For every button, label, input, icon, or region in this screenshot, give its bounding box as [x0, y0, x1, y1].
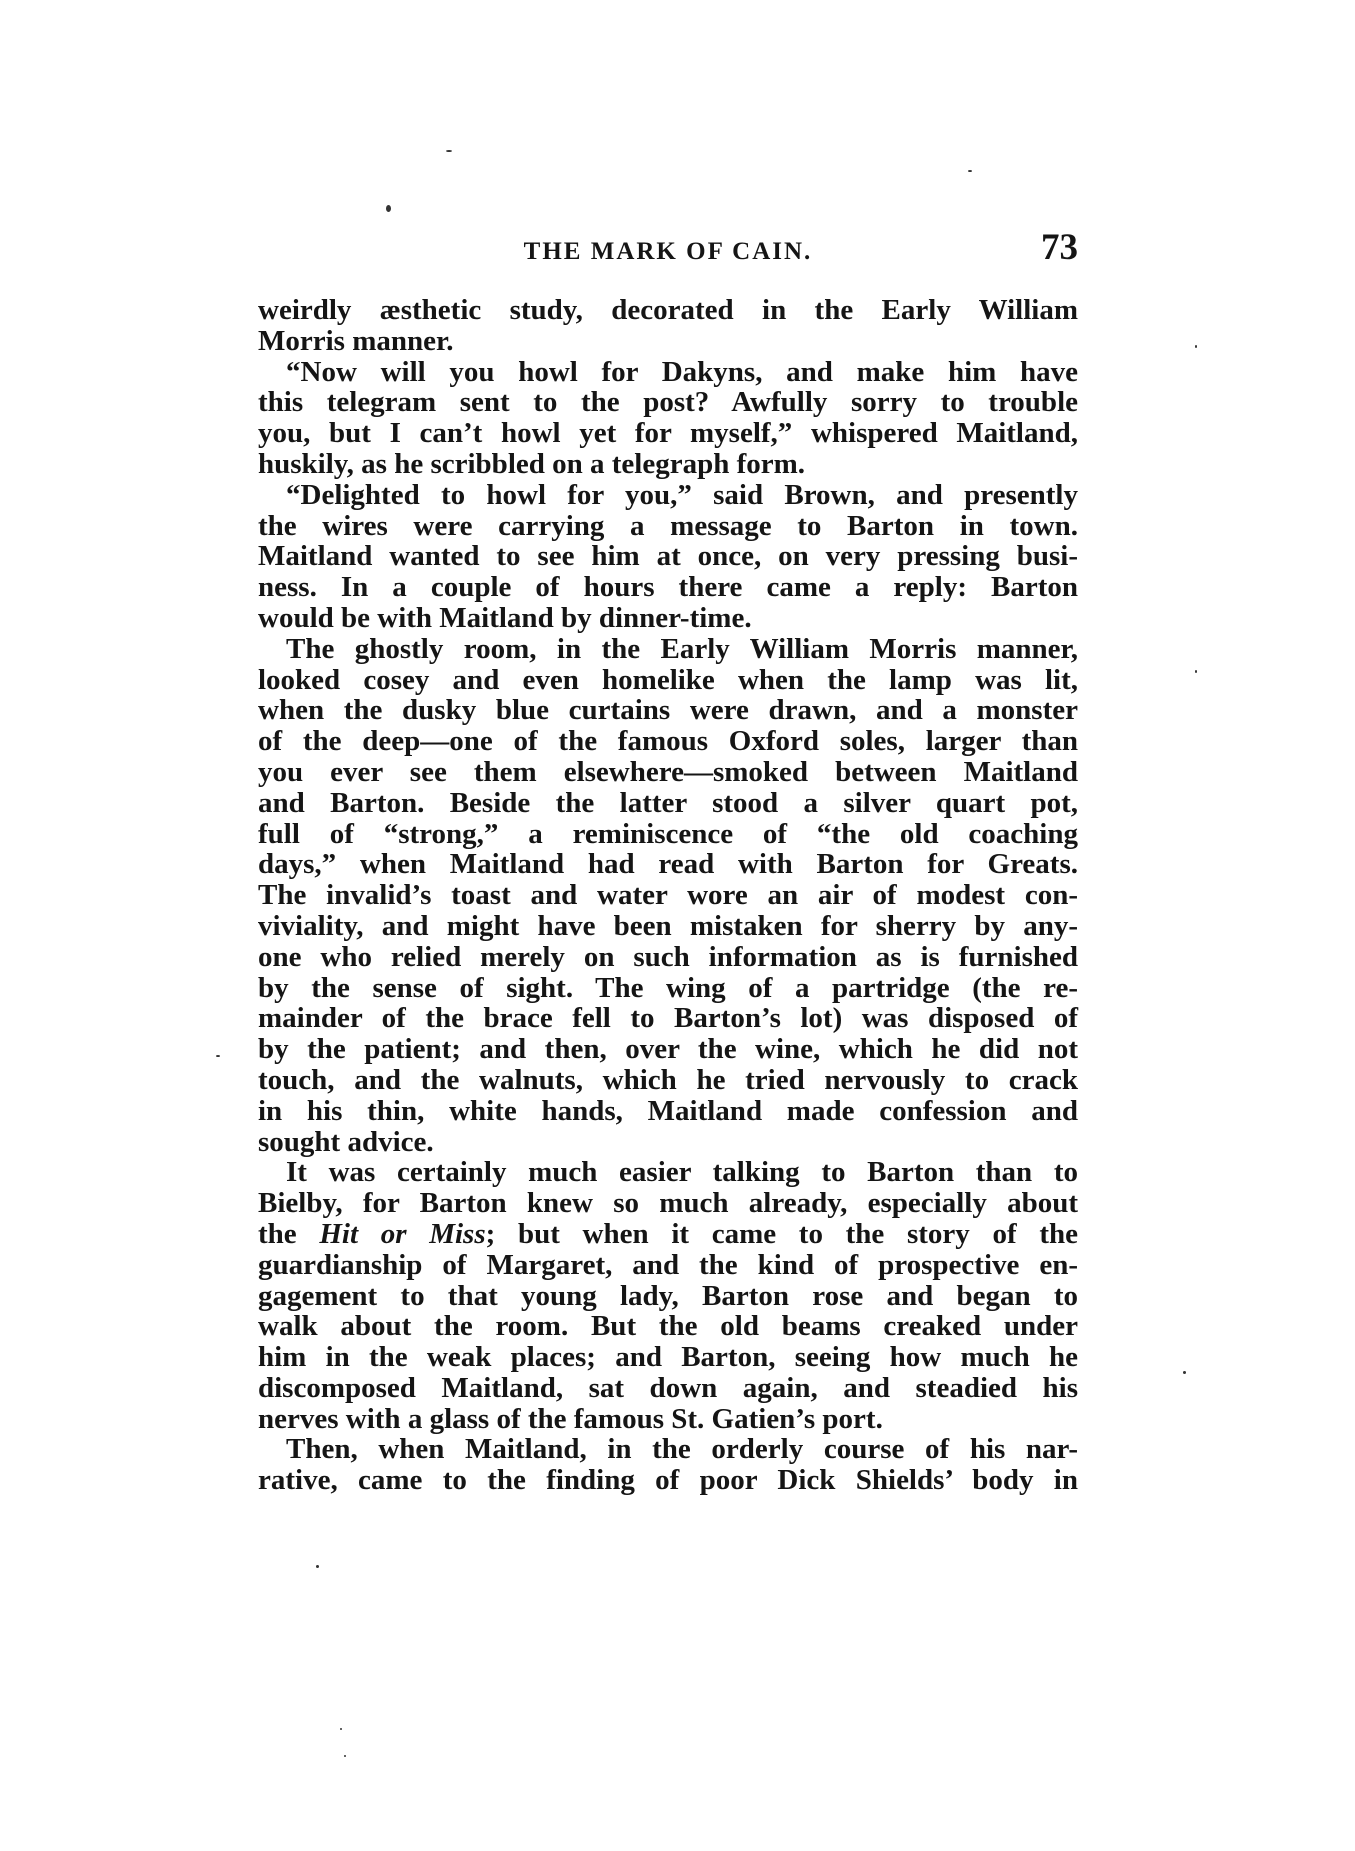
text-line: would be with Maitland by dinner-time. [258, 601, 752, 634]
text-line: It was certainly much easier talking to Barton than to [286, 1156, 1078, 1189]
scan-speck [340, 1728, 342, 1730]
text-line: in his thin, white hands, Maitland made confession and [258, 1094, 1078, 1127]
paragraph [258, 480, 1078, 634]
text-line: rative, came to the finding of poor Dick Shields’ body in [258, 1464, 1078, 1497]
text-line: The ghostly room, in the Early William Morris manner, [286, 632, 1078, 665]
paragraph [258, 1434, 1078, 1496]
text-line: of the deep—one of the famous Oxford soles, larger than [258, 725, 1078, 758]
text-line: touch, and the walnuts, which he tried nervously to crack [258, 1063, 1078, 1096]
text-line: “Now will you howl for Dakyns, and make him have [286, 355, 1078, 388]
text-line: Maitland wanted to see him at once, on very pressing busi- [258, 540, 1078, 573]
scan-speck [1183, 1371, 1186, 1374]
scan-speck [386, 205, 391, 212]
text-line: viviality, and might have been mistaken for sherry by any- [258, 909, 1078, 942]
text-line: the Hit or Miss; but when it came to the story of the [258, 1217, 1078, 1250]
running-title: THE MARK OF CAIN. [523, 238, 813, 265]
text-line: by the patient; and then, over the wine, which he did not [258, 1033, 1078, 1066]
scan-speck [968, 170, 972, 172]
text-line: guardianship of Margaret, and the kind of prospective en- [258, 1248, 1078, 1281]
paragraph [258, 357, 1078, 480]
text-line: Then, when Maitland, in the orderly course of his nar- [286, 1433, 1078, 1466]
text-line: you ever see them elsewhere—smoked between Maitland [258, 755, 1078, 788]
text-line: Morris manner. [258, 324, 454, 357]
paragraph [258, 634, 1078, 1158]
text-line: huskily, as he scribbled on a telegraph form. [258, 447, 806, 480]
text-line: you, but I can’t howl yet for myself,” whispered Maitland, [258, 417, 1078, 450]
text-line: days,” when Maitland had read with Barton for Greats. [258, 848, 1078, 881]
italic-title: Hit or Miss [319, 1217, 486, 1250]
text-line: Bielby, for Barton knew so much already, especially about [258, 1187, 1078, 1220]
text-line: gagement to that young lady, Barton rose and began to [258, 1279, 1078, 1312]
text-line: by the sense of sight. The wing of a partridge (the re- [258, 971, 1078, 1004]
text-line: discomposed Maitland, sat down again, and steadied his [258, 1371, 1078, 1404]
scan-speck [446, 150, 452, 152]
paragraph [258, 1157, 1078, 1434]
body-text [258, 295, 1078, 1496]
scan-speck [344, 1755, 346, 1757]
text-line: when the dusky blue curtains were drawn, and a monster [258, 694, 1078, 727]
scan-speck [316, 1565, 319, 1568]
text-line: him in the weak places; and Barton, seeing how much he [258, 1341, 1078, 1374]
page-header [258, 226, 1078, 266]
text-line: The invalid’s toast and water wore an air of modest con- [258, 879, 1078, 912]
text-line: looked cosey and even homelike when the lamp was lit, [258, 663, 1078, 696]
text-line: and Barton. Beside the latter stood a silver quart pot, [258, 786, 1078, 819]
scan-speck [1195, 670, 1197, 673]
text-line: walk about the room. But the old beams creaked under [258, 1310, 1078, 1343]
paragraph [258, 295, 1078, 357]
text-line: one who relied merely on such information as is furnished [258, 940, 1078, 973]
text-line: ness. In a couple of hours there came a reply: Barton [258, 571, 1078, 604]
text-line: weirdly æsthetic study, decorated in the Early William [258, 294, 1078, 326]
text-line: this telegram sent to the post? Awfully sorry to trouble [258, 386, 1078, 419]
scan-speck [1195, 345, 1197, 348]
scan-speck [216, 1055, 220, 1057]
text-line: the wires were carrying a message to Barton in town. [258, 509, 1078, 542]
text-line: nerves with a glass of the famous St. Gatien’s port. [258, 1402, 883, 1435]
text-line: sought advice. [258, 1125, 434, 1158]
page-number: 73 [1041, 227, 1078, 268]
text-line: mainder of the brace fell to Barton’s lot) was disposed of [258, 1002, 1078, 1035]
text-line: full of “strong,” a reminiscence of “the old coaching [258, 817, 1078, 850]
text-line: “Delighted to howl for you,” said Brown, and presently [286, 478, 1078, 511]
